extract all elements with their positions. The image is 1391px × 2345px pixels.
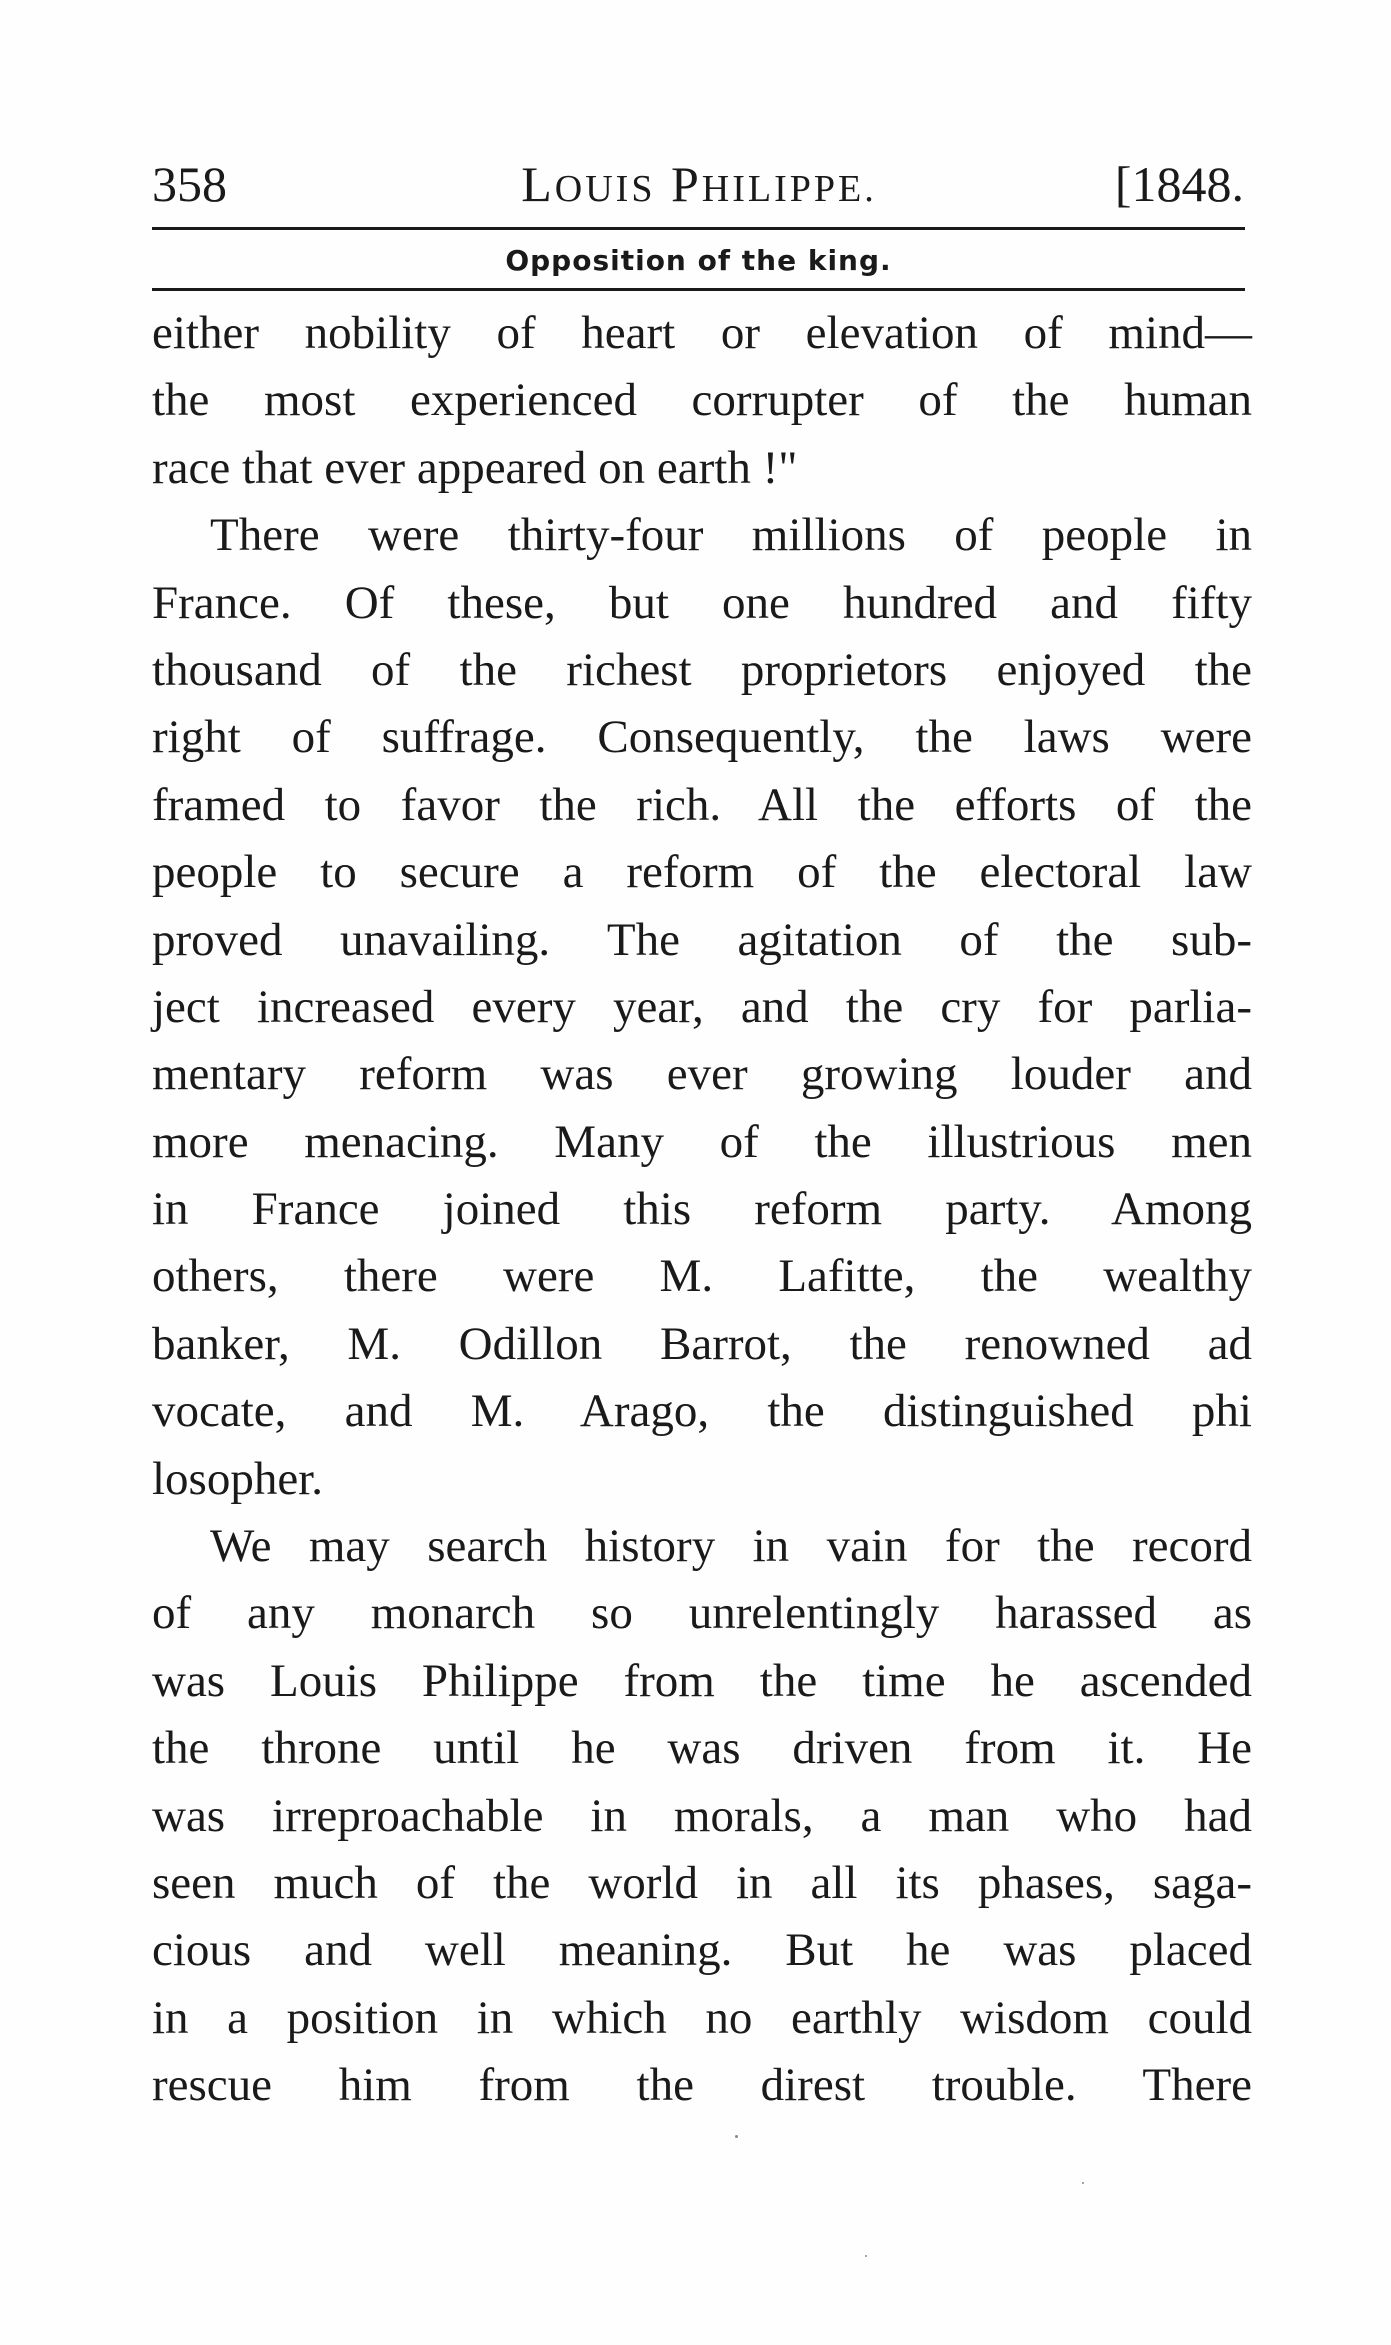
section-subhead: Opposition of the king. [505,244,892,277]
text-line: in France joined this reform party. Among [152,1183,1252,1236]
text-line: in a position in which no earthly wisdom could [152,1991,1252,2044]
text-line: vocate, and M. Arago, the distinguished phi [152,1385,1252,1438]
top-rule [152,227,1245,230]
year-marker: [1848. [1114,156,1244,212]
running-head [150,148,1248,220]
paper-speck [865,2255,867,2257]
text-line: was Louis Philippe from the time he ascended [152,1654,1252,1707]
text-line: thousand of the richest proprietors enjoyed the [152,643,1252,696]
paper-speck [1082,2182,1084,2184]
text-line: people to secure a reform of the electoral law [152,846,1252,899]
text-line: race that ever appeared on earth !" [152,441,798,494]
text-line: mentary reform was ever growing louder and [152,1048,1252,1101]
text-line: rescue him from the direst trouble. There [152,2059,1252,2112]
bottom-rule [152,288,1245,291]
text-line: framed to favor the rich. All the efforts of the [152,778,1252,831]
text-line: banker, M. Odillon Barrot, the renowned ad [152,1317,1252,1370]
running-title-initial-p: P [670,156,702,212]
text-line: There were thirty-four millions of people in [210,509,1252,562]
running-title-rest-p: HILIPPE. [701,168,877,210]
text-line: either nobility of heart or elevation of mind— [152,307,1252,359]
text-line: right of suffrage. Consequently, the laws were [152,711,1252,764]
paper-speck [735,2135,738,2138]
text-line: cious and well meaning. But he was placed [152,1924,1252,1977]
text-line: seen much of the world in all its phases, saga- [152,1856,1252,1909]
text-line: losopher. [152,1452,324,1505]
body-text [152,300,1252,2120]
text-line: We may search history in vain for the record [210,1520,1252,1573]
text-line: others, there were M. Lafitte, the wealthy [152,1250,1252,1303]
running-title-initial-l: L [521,156,555,212]
text-line: the throne until he was driven from it. He [152,1722,1252,1775]
text-line: France. Of these, but one hundred and fifty [152,576,1252,629]
running-title-rest-l: OUIS [554,168,656,210]
text-line: was irreproachable in morals, a man who had [152,1789,1252,1842]
text-line: ject increased every year, and the cry for parlia- [152,980,1252,1033]
text-line: proved unavailing. The agitation of the sub- [152,913,1252,966]
page-number: 358 [152,156,227,212]
text-line: more menacing. Many of the illustrious men [152,1115,1252,1168]
running-title [150,148,1248,225]
text-line: of any monarch so unrelentingly harassed as [152,1587,1252,1640]
text-line: the most experienced corrupter of the human [152,374,1252,427]
